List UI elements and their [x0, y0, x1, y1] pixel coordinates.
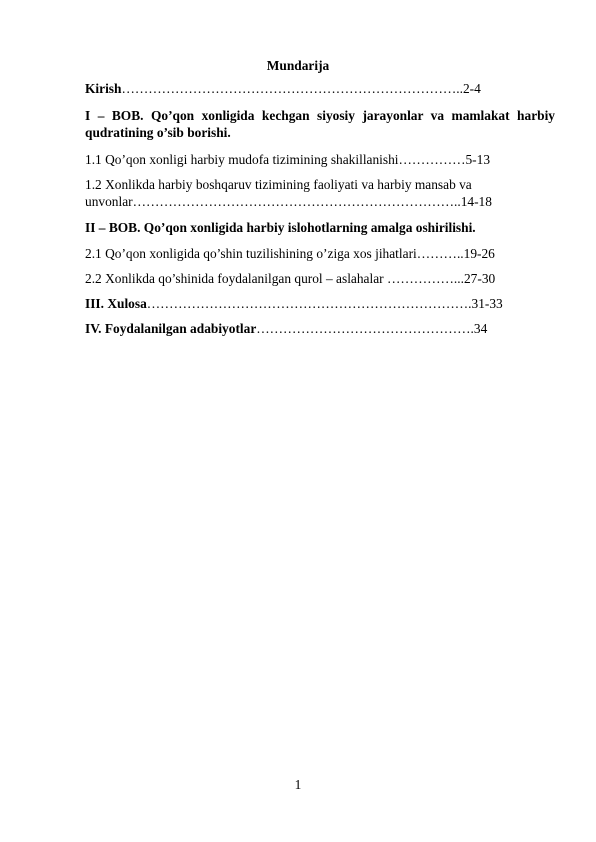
toc-page-range: 14-18: [460, 194, 492, 209]
toc-entry-adabiyotlar: [85, 320, 555, 337]
toc-label: 2.2 Xonlikda qo’shinida foydalanilgan qurol – aslahalar: [85, 271, 387, 286]
toc-label: unvonlar: [85, 194, 133, 209]
page-number: 1: [294, 777, 302, 792]
toc-leader-dots: ……………...: [386, 271, 464, 286]
toc-page-range: 31-33: [471, 296, 503, 311]
toc-chapter-2: II – BOB. Qo’qon xonligida harbiy islohotlarning amalga oshirilishi.: [85, 220, 476, 235]
toc-label-line1: 1.2 Xonlikda harbiy boshqaruv tizimining faoliyati va harbiy mansab va: [85, 177, 472, 192]
toc-entry-kirish: [85, 80, 555, 97]
toc-leader-dots: ………..: [416, 246, 464, 261]
toc-label: 2.1 Qo’qon xonligida qo’shin tuzilishining o’ziga xos jihatlari: [85, 246, 417, 261]
toc-entry-1-2: [85, 176, 555, 210]
toc-label: III. Xulosa: [85, 296, 147, 311]
toc-leader-dots: ………………………………………………………………..: [132, 194, 461, 209]
toc-label: Kirish: [85, 81, 122, 96]
toc-entry-2-1: [85, 245, 555, 262]
toc-page-range: 2-4: [462, 81, 481, 96]
toc-leader-dots: ……………………………………………………………….: [146, 296, 472, 311]
toc-page-range: 19-26: [463, 246, 495, 261]
toc-leader-dots: ………………………………………….: [256, 321, 474, 336]
toc-title: Mundarija: [266, 58, 330, 73]
toc-page-range: 34: [473, 321, 488, 336]
toc-page-range: 27-30: [463, 271, 496, 286]
toc-label: IV. Foydalanilgan adabiyotlar: [85, 321, 257, 336]
toc-entry-2-2: [85, 270, 555, 287]
toc-entry-xulosa: [85, 295, 555, 312]
toc-label-line2: [85, 193, 555, 210]
toc-leader-dots: …………………………………………………………………..: [121, 81, 463, 96]
toc-chapter-1: I – BOB. Qo’qon xonligida kechgan siyosiy jarayonlar va mamlakat harbiy qudratining o’sib borishi.: [85, 108, 555, 140]
toc-entry-1-1: [85, 151, 555, 168]
toc-leader-dots: ……………: [398, 152, 466, 167]
toc-label: 1.1 Qo’qon xonligi harbiy mudofa tizimining shakillanishi: [85, 152, 399, 167]
toc-page-range: 5-13: [465, 152, 491, 167]
